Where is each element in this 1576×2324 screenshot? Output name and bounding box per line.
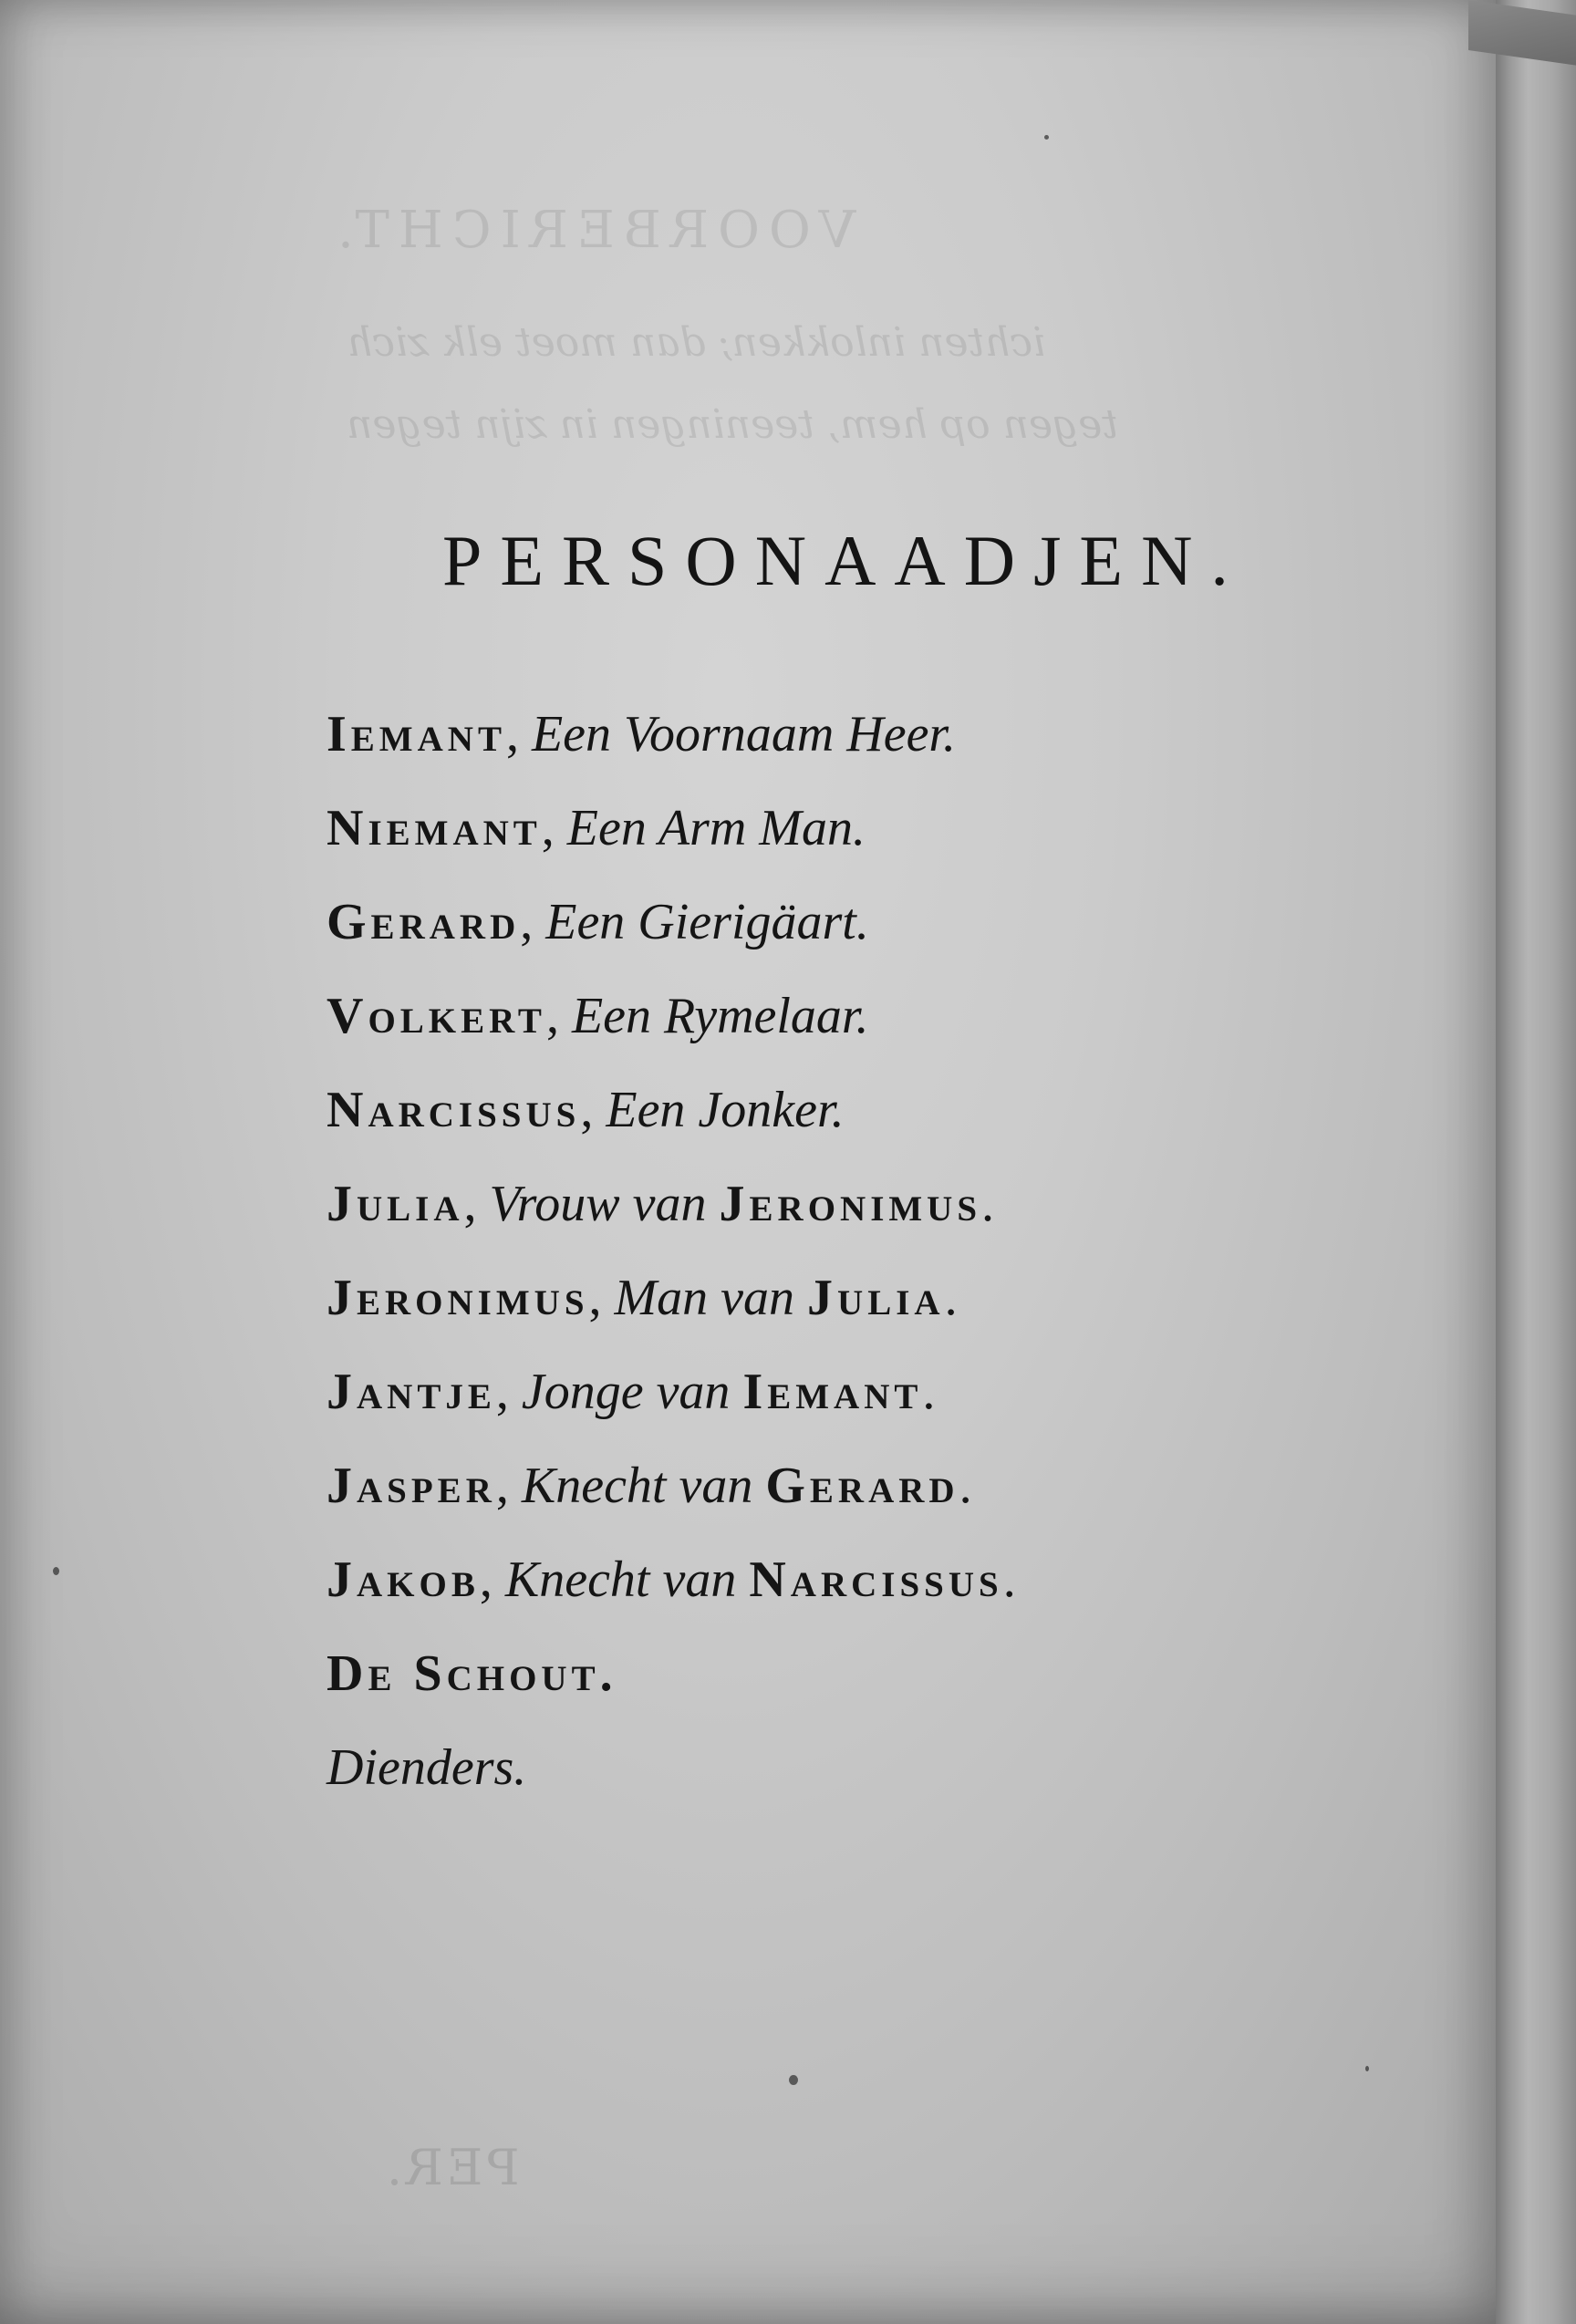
role-separator: , xyxy=(588,1270,615,1326)
paper-speck xyxy=(53,1567,59,1575)
role-reference: Narcissus xyxy=(749,1551,1003,1608)
role-separator: , xyxy=(545,988,572,1044)
role-name: Narcissus xyxy=(327,1082,581,1138)
role-name: Jasper xyxy=(327,1458,496,1514)
role-terminator: . xyxy=(959,1458,972,1514)
bleed-through-catchword: PER. xyxy=(383,2139,520,2196)
role-reference: Gerard xyxy=(765,1458,959,1514)
role-description: Een Voornaam Heer. xyxy=(531,706,957,763)
role-terminator: . xyxy=(922,1364,936,1420)
paper-speck xyxy=(1365,2066,1369,2071)
bleed-through-heading: VOORBERICHT. xyxy=(328,201,856,260)
role-name: Niemant xyxy=(327,800,542,856)
role-entry xyxy=(327,1454,1016,1548)
role-entry xyxy=(327,1360,1016,1454)
role-separator: , xyxy=(479,1551,505,1608)
role-separator: , xyxy=(495,1364,522,1420)
role-terminator: . xyxy=(1002,1551,1016,1608)
bleed-through-line: ichten inlokken; dan moet elk zich xyxy=(347,319,1046,366)
page-heading: PERSONAADJEN. xyxy=(442,521,1247,600)
role-separator: , xyxy=(505,706,532,763)
role-entry xyxy=(327,1078,1016,1172)
role-entry xyxy=(327,890,1016,984)
paper-speck xyxy=(789,2075,798,2085)
role-entry xyxy=(327,984,1016,1078)
paper-speck xyxy=(1044,135,1049,140)
role-separator: , xyxy=(541,800,567,856)
role-entry xyxy=(327,1172,1016,1266)
role-terminator: . xyxy=(944,1270,958,1326)
dramatis-personae-list xyxy=(327,702,1016,1830)
role-entry xyxy=(327,1548,1016,1642)
role-name: Jantje xyxy=(327,1364,496,1420)
role-reference: Iemant xyxy=(742,1364,923,1420)
role-entry xyxy=(327,702,1016,796)
role-terminator: . xyxy=(981,1176,995,1232)
role-separator: , xyxy=(520,894,546,950)
role-description: Dienders. xyxy=(327,1739,527,1796)
role-entry xyxy=(327,796,1016,890)
role-description: Knecht van xyxy=(504,1551,750,1608)
role-description: Een Rymelaar. xyxy=(571,988,869,1044)
role-entry xyxy=(327,1736,1016,1830)
role-description: Knecht van xyxy=(521,1458,766,1514)
role-name: Gerard xyxy=(327,894,521,950)
role-description: Een Arm Man. xyxy=(566,800,866,856)
role-reference: Jeronimus xyxy=(719,1176,982,1232)
role-description: Vrouw van xyxy=(489,1176,720,1232)
role-entry xyxy=(327,1642,1016,1736)
role-reference: Julia xyxy=(807,1270,945,1326)
role-description: Jonge van xyxy=(521,1364,743,1420)
role-name: Volkert xyxy=(327,988,546,1044)
role-description: Een Gierigäart. xyxy=(545,894,869,950)
role-name: Jakob xyxy=(327,1551,480,1608)
role-name: Iemant xyxy=(327,706,506,763)
role-name: Jeronimus xyxy=(327,1270,589,1326)
bleed-through-line: tegen op hem, teeningen in zijn tegen xyxy=(347,401,1118,448)
adjacent-page-edge xyxy=(1496,0,1576,2324)
role-separator: , xyxy=(495,1458,522,1514)
role-description: Man van xyxy=(614,1270,808,1326)
role-entry xyxy=(327,1266,1016,1360)
role-separator: , xyxy=(463,1176,490,1232)
role-name: Julia xyxy=(327,1176,464,1232)
role-name: De Schout. xyxy=(327,1645,617,1702)
role-separator: , xyxy=(580,1082,607,1138)
role-description: Een Jonker. xyxy=(606,1082,845,1138)
